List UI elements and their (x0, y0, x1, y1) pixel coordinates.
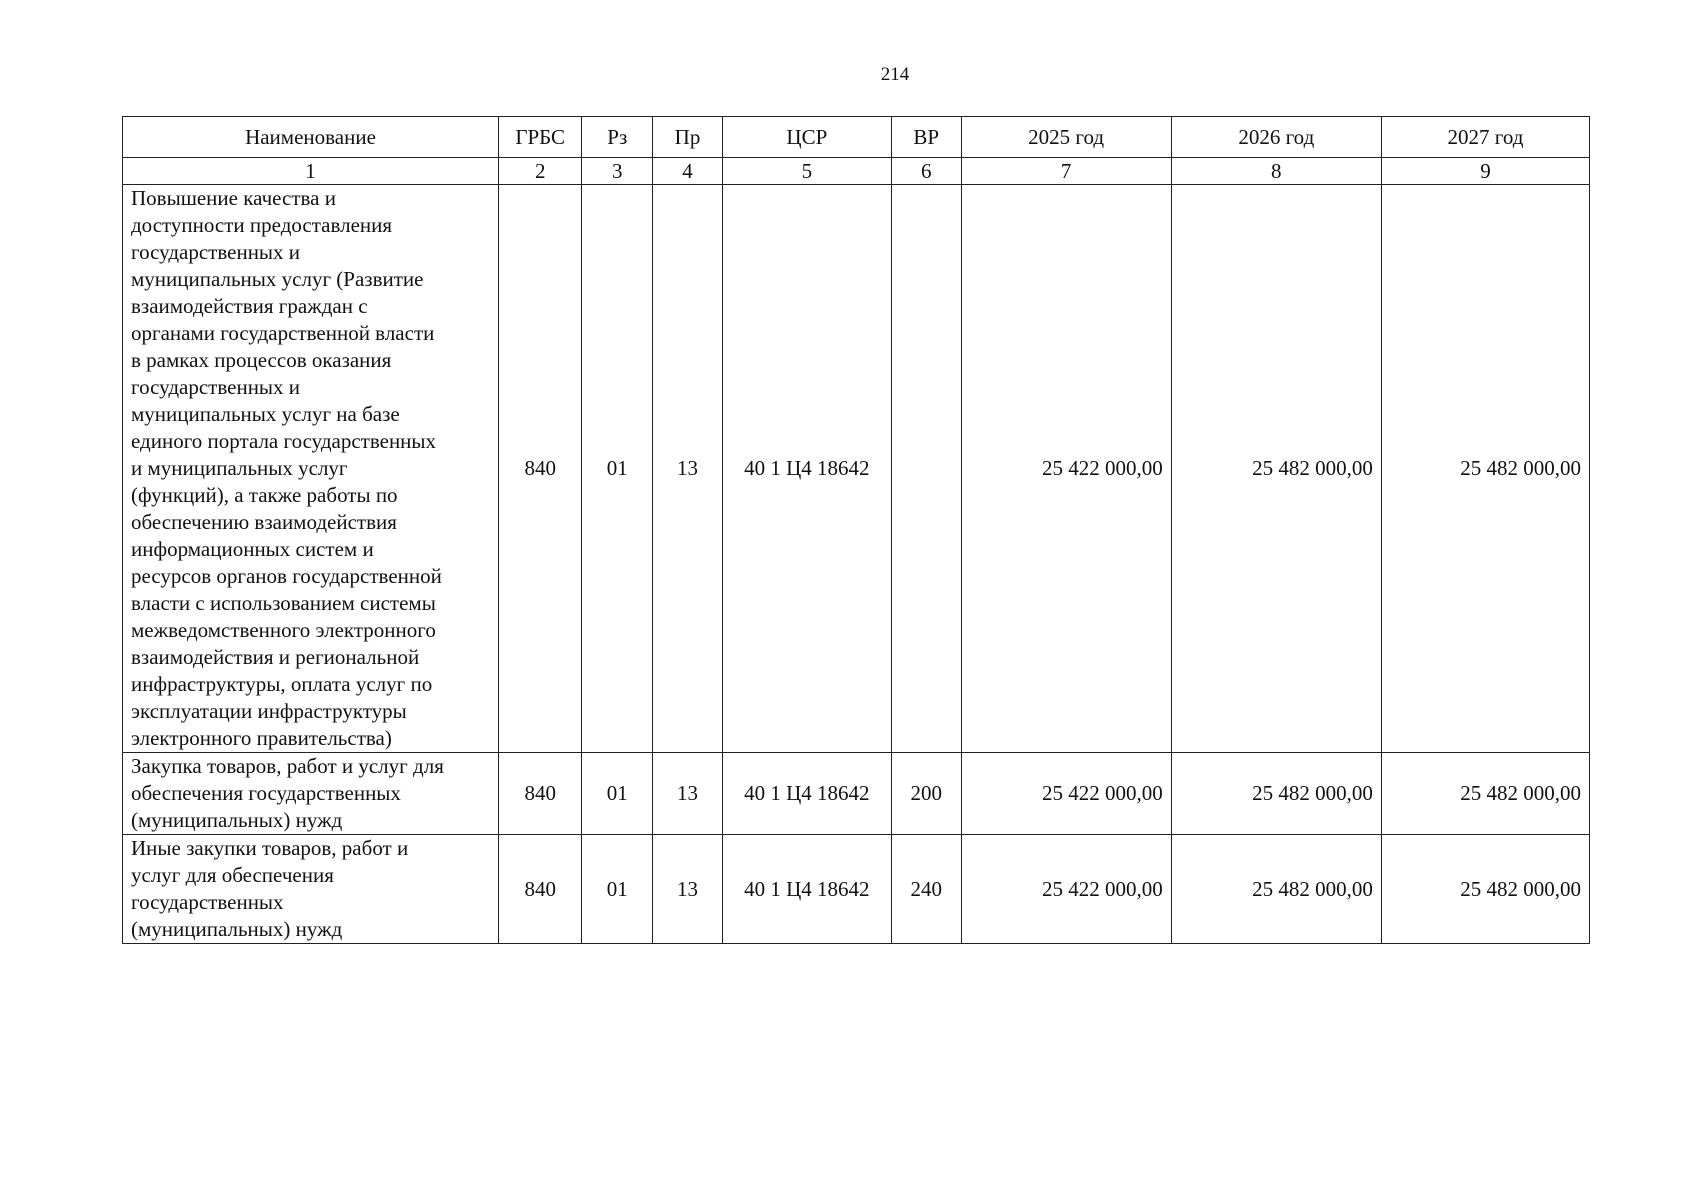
name-line: государственных и (131, 375, 301, 399)
column-number: 8 (1171, 158, 1381, 185)
name-line: и муниципальных услуг (131, 456, 348, 480)
name-line: услуг для обеспечения (131, 863, 334, 887)
name-line: власти с использованием системы (131, 591, 436, 615)
name-line: обеспечения государственных (131, 781, 401, 805)
cell-rz: 01 (582, 185, 653, 753)
column-number: 3 (582, 158, 653, 185)
name-line: (муниципальных) нужд (131, 808, 343, 832)
header-2026: 2026 год (1171, 117, 1381, 158)
name-line: муниципальных услуг на базе (131, 402, 400, 426)
cell-name (123, 753, 499, 835)
cell-2026: 25 482 000,00 (1171, 753, 1381, 835)
name-line: межведомственного электронного (131, 618, 436, 642)
header-vr: ВР (891, 117, 961, 158)
cell-grbs: 840 (498, 835, 581, 944)
name-line: взаимодействия граждан с (131, 294, 368, 318)
table-body (123, 185, 1590, 944)
cell-csr: 40 1 Ц4 18642 (722, 835, 891, 944)
column-number: 1 (123, 158, 499, 185)
cell-vr (891, 185, 961, 753)
column-number: 4 (653, 158, 723, 185)
name-line: информационных систем и (131, 537, 374, 561)
cell-2027: 25 482 000,00 (1381, 835, 1589, 944)
cell-csr: 40 1 Ц4 18642 (722, 753, 891, 835)
name-line: доступности предоставления (131, 213, 393, 237)
name-line: (функций), а также работы по (131, 483, 398, 507)
cell-2026: 25 482 000,00 (1171, 835, 1381, 944)
header-name: Наименование (123, 117, 499, 158)
cell-vr: 240 (891, 835, 961, 944)
table-row (123, 835, 1590, 944)
cell-pr: 13 (653, 185, 723, 753)
cell-name (123, 835, 499, 944)
cell-2026: 25 482 000,00 (1171, 185, 1381, 753)
header-row (123, 117, 1590, 158)
cell-pr: 13 (653, 835, 723, 944)
header-csr: ЦСР (722, 117, 891, 158)
cell-2025: 25 422 000,00 (961, 753, 1171, 835)
name-line: Повышение качества и (131, 186, 336, 210)
name-line: Закупка товаров, работ и услуг для (131, 754, 444, 778)
cell-rz: 01 (582, 835, 653, 944)
cell-grbs: 840 (498, 185, 581, 753)
name-line: в рамках процессов оказания (131, 348, 392, 372)
cell-rz: 01 (582, 753, 653, 835)
name-line: эксплуатации инфраструктуры (131, 699, 407, 723)
header-2027: 2027 год (1381, 117, 1589, 158)
column-number: 2 (498, 158, 581, 185)
column-number: 6 (891, 158, 961, 185)
name-line: государственных и (131, 240, 301, 264)
name-line: ресурсов органов государственной (131, 564, 442, 588)
column-number: 7 (961, 158, 1171, 185)
column-number-row (123, 158, 1590, 185)
name-line: инфраструктуры, оплата услуг по (131, 672, 433, 696)
cell-csr: 40 1 Ц4 18642 (722, 185, 891, 753)
name-line: обеспечению взаимодействия (131, 510, 397, 534)
cell-2027: 25 482 000,00 (1381, 185, 1589, 753)
name-line: (муниципальных) нужд (131, 917, 343, 941)
name-line: единого портала государственных (131, 429, 437, 453)
column-number: 5 (722, 158, 891, 185)
name-line: электронного правительства) (131, 726, 392, 750)
name-line: взаимодействия и региональной (131, 645, 420, 669)
cell-name (123, 185, 499, 753)
header-pr: Пр (653, 117, 723, 158)
name-line: муниципальных услуг (Развитие (131, 267, 424, 291)
cell-2025: 25 422 000,00 (961, 835, 1171, 944)
budget-table (122, 116, 1590, 944)
header-2025: 2025 год (961, 117, 1171, 158)
name-line: Иные закупки товаров, работ и (131, 836, 409, 860)
name-line: государственных (131, 890, 284, 914)
cell-grbs: 840 (498, 753, 581, 835)
name-line: органами государственной власти (131, 321, 435, 345)
page-number: 214 (880, 64, 910, 85)
column-number: 9 (1381, 158, 1589, 185)
header-grbs: ГРБС (498, 117, 581, 158)
header-rz: Рз (582, 117, 653, 158)
table-row (123, 185, 1590, 753)
cell-pr: 13 (653, 753, 723, 835)
cell-vr: 200 (891, 753, 961, 835)
table-row (123, 753, 1590, 835)
cell-2025: 25 422 000,00 (961, 185, 1171, 753)
cell-2027: 25 482 000,00 (1381, 753, 1589, 835)
